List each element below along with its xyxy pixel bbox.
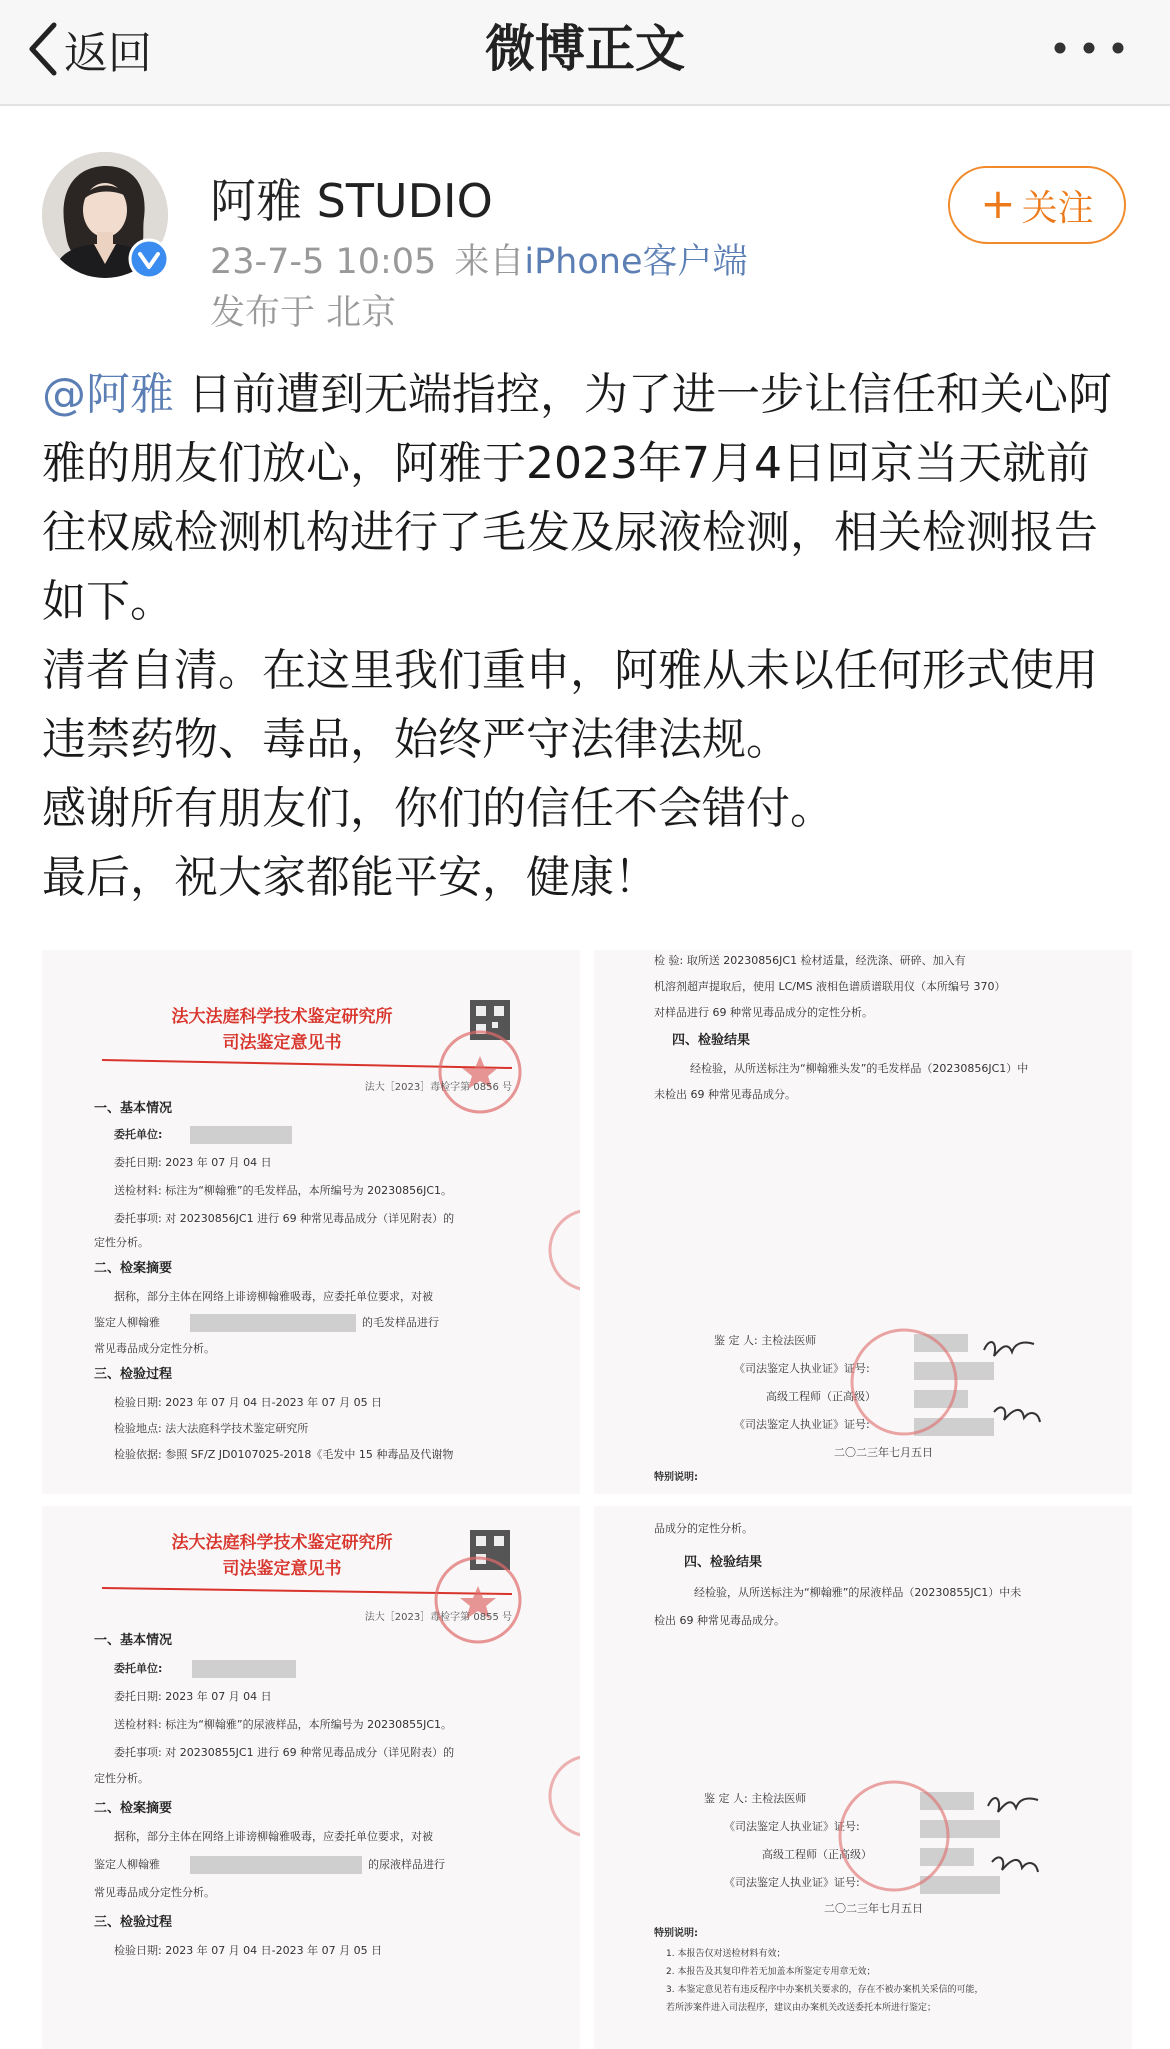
post-paragraph: @阿雅 日前遭到无端指控，为了进一步让信任和关心阿雅的朋友们放心，阿雅于2023年7月4日回京当天就前往权威检测机构进行了毛发及尿液检测，相关检测报告如下。 (42, 369, 1112, 627)
document-text: 委托单位: (114, 1662, 163, 1675)
redacted-block (920, 1820, 1000, 1838)
document-text: 机溶剂超声提取后，使用 LC/MS 液相色谱质谱联用仪（本所编号 370） (654, 980, 1006, 993)
redacted-block (914, 1334, 968, 1352)
document-text: 鉴 定 人: 主检法医师 (714, 1334, 817, 1347)
doc-title: 司法鉴定意见书 (222, 1033, 342, 1053)
document-text: 常见毒品成分定性分析。 (94, 1342, 215, 1355)
document-text: 三、检验过程 (94, 1915, 173, 1930)
redacted-block (190, 1126, 292, 1144)
document-text: 司法鉴定意见书 (222, 1559, 342, 1579)
document-text: 二、检案摘要 (94, 1801, 173, 1816)
document-text: 送检材料: 标注为“柳翰雅”的尿液样品，本所编号为 20230855JC1。 (114, 1718, 453, 1731)
document-text: 鉴 定 人: 主检法医师 (704, 1792, 807, 1805)
document-text: 检出 69 种常见毒品成分。 (654, 1614, 785, 1627)
redacted-block (190, 1314, 356, 1332)
document-text: 高级工程师（正高级） (766, 1390, 876, 1403)
document-text: 送检材料: 标注为“柳翰雅”的毛发样品，本所编号为 20230856JC1。 (114, 1184, 453, 1197)
document-text: 定性分析。 (94, 1236, 149, 1249)
post-source-link[interactable]: iPhone客户端 (524, 242, 748, 282)
document-text: 检 验: 取所送 20230856JC1 检材适量，经洗涤、研碎、加入有 (654, 954, 966, 967)
document-text: 委托单位: (114, 1128, 163, 1141)
post-meta (210, 234, 748, 284)
document-text: 定性分析。 (94, 1772, 149, 1785)
document-text: 2. 本报告及其复印件若无加盖本所鉴定专用章无效； (666, 1967, 876, 1977)
post-paragraph: 感谢所有朋友们，你们的信任不会错付。 (42, 783, 834, 834)
author-name[interactable]: 阿雅 STUDIO (210, 174, 493, 228)
verified-badge-icon (128, 238, 170, 280)
doc-org: 法大法庭科学技术鉴定研究所 (171, 1007, 393, 1027)
post-paragraph: 清者自清。在这里我们重申，阿雅从未以任何形式使用违禁药物、毒品，始终严守法律法规。 (42, 645, 1098, 765)
report-image-hair-page2[interactable] (594, 950, 1132, 1494)
post-location: 发布于 北京 (210, 293, 397, 333)
post-time: 23-7-5 10:05 (210, 242, 437, 282)
document-text: 据称，部分主体在网络上诽谤柳翰雅吸毒，应委托单位要求，对被 (114, 1830, 433, 1843)
source-prefix: 来自 (454, 242, 525, 282)
document-text: 的尿液样品进行 (368, 1858, 445, 1871)
document-text: 常见毒品成分定性分析。 (94, 1886, 215, 1899)
document-text: 委托日期: 2023 年 07 月 04 日 (114, 1690, 272, 1703)
document-text: 法大［2023］毒检字第 0855 号 (364, 1612, 512, 1623)
image-grid (42, 950, 1132, 2049)
more-icon[interactable] (1052, 28, 1126, 68)
mention-link[interactable]: @阿雅 (42, 369, 174, 420)
document-text: 三、检验过程 (94, 1367, 173, 1382)
document-text: 1. 本报告仅对送检材料有效； (666, 1949, 786, 1959)
document-text: 《司法鉴定人执业证》证号: (724, 1876, 860, 1889)
document-text: 委托事项: 对 20230855JC1 进行 69 种常见毒品成分（详见附表）的 (114, 1746, 455, 1759)
redacted-block (920, 1876, 1000, 1894)
document-text: 特别说明: (654, 1472, 698, 1483)
document-text: 二〇二三年七月五日 (834, 1446, 933, 1459)
document-text: 检验日期: 2023 年 07 月 04 日-2023 年 07 月 05 日 (114, 1396, 383, 1409)
redacted-block (914, 1418, 994, 1436)
document-text: 《司法鉴定人执业证》证号: (734, 1362, 870, 1375)
document-text: 一、基本情况 (94, 1633, 173, 1648)
document-text: 法大法庭科学技术鉴定研究所 (171, 1533, 393, 1553)
document-text: 经检验，从所送标注为“柳翰雅头发”的毛发样品（20230856JC1）中 (690, 1062, 1029, 1075)
redacted-block (192, 1660, 296, 1678)
follow-button[interactable] (948, 166, 1126, 244)
document-text: 3. 本鉴定意见若有违反程序中办案机关要求的，存在不被办案机关采信的可能， (666, 1985, 984, 1995)
document-text: 经检验，从所送标注为“柳翰雅”的尿液样品（20230855JC1）中未 (694, 1586, 1022, 1599)
document-text: 四、检验结果 (672, 1033, 751, 1048)
document-text: 二、检案摘要 (94, 1261, 173, 1276)
document-text: 一、基本情况 (94, 1101, 173, 1116)
document-text: 四、检验结果 (684, 1555, 763, 1570)
document-text: 检验地点: 法大法庭科学技术鉴定研究所 (114, 1422, 309, 1435)
redacted-block (914, 1390, 968, 1408)
post-paragraph: 最后，祝大家都能平安，健康！ (42, 852, 658, 903)
document-text: 未检出 69 种常见毒品成分。 (654, 1088, 796, 1101)
document-text: 《司法鉴定人执业证》证号: (724, 1820, 860, 1833)
document-text: 若所涉案件进入司法程序，建议由办案机关改送委托本所进行鉴定； (666, 2003, 937, 2013)
document-text: 的毛发样品进行 (362, 1316, 439, 1329)
report-image-hair-page1[interactable] (42, 950, 580, 1494)
document-text: 检验依据: 参照 SF/Z JD0107025-2018《毛发中 15 种毒品及代谢物 (114, 1448, 454, 1461)
document-text: 品成分的定性分析。 (654, 1522, 753, 1535)
document-text: 《司法鉴定人执业证》证号: (734, 1418, 870, 1431)
document-text: 委托事项: 对 20230856JC1 进行 69 种常见毒品成分（详见附表）的 (114, 1212, 455, 1225)
follow-label: 关注 (1021, 187, 1094, 229)
back-label: 返回 (64, 28, 152, 79)
post-text (42, 360, 1132, 912)
document-text: 对样品进行 69 种常见毒品成分的定性分析。 (654, 1006, 873, 1019)
document-text: 二〇二三年七月五日 (824, 1902, 923, 1915)
page-title: 微博正文 (485, 20, 685, 78)
redacted-block (190, 1856, 362, 1874)
document-text: 鉴定人柳翰雅 (94, 1858, 160, 1871)
document-text: 委托日期: 2023 年 07 月 04 日 (114, 1156, 272, 1169)
document-text: 高级工程师（正高级） (762, 1848, 872, 1861)
doc-number: 法大［2023］毒检字第 0856 号 (364, 1082, 512, 1093)
document-text: 鉴定人柳翰雅 (94, 1316, 160, 1329)
top-nav-bar (0, 0, 1170, 106)
document-text: 检验日期: 2023 年 07 月 04 日-2023 年 07 月 05 日 (114, 1944, 383, 1957)
report-image-urine-page1[interactable] (42, 1506, 580, 2049)
plus-icon: + (980, 178, 1016, 228)
report-image-urine-page2[interactable] (594, 1506, 1132, 2049)
document-text: 据称，部分主体在网络上诽谤柳翰雅吸毒，应委托单位要求，对被 (114, 1290, 433, 1303)
document-text: 特别说明: (654, 1928, 698, 1939)
